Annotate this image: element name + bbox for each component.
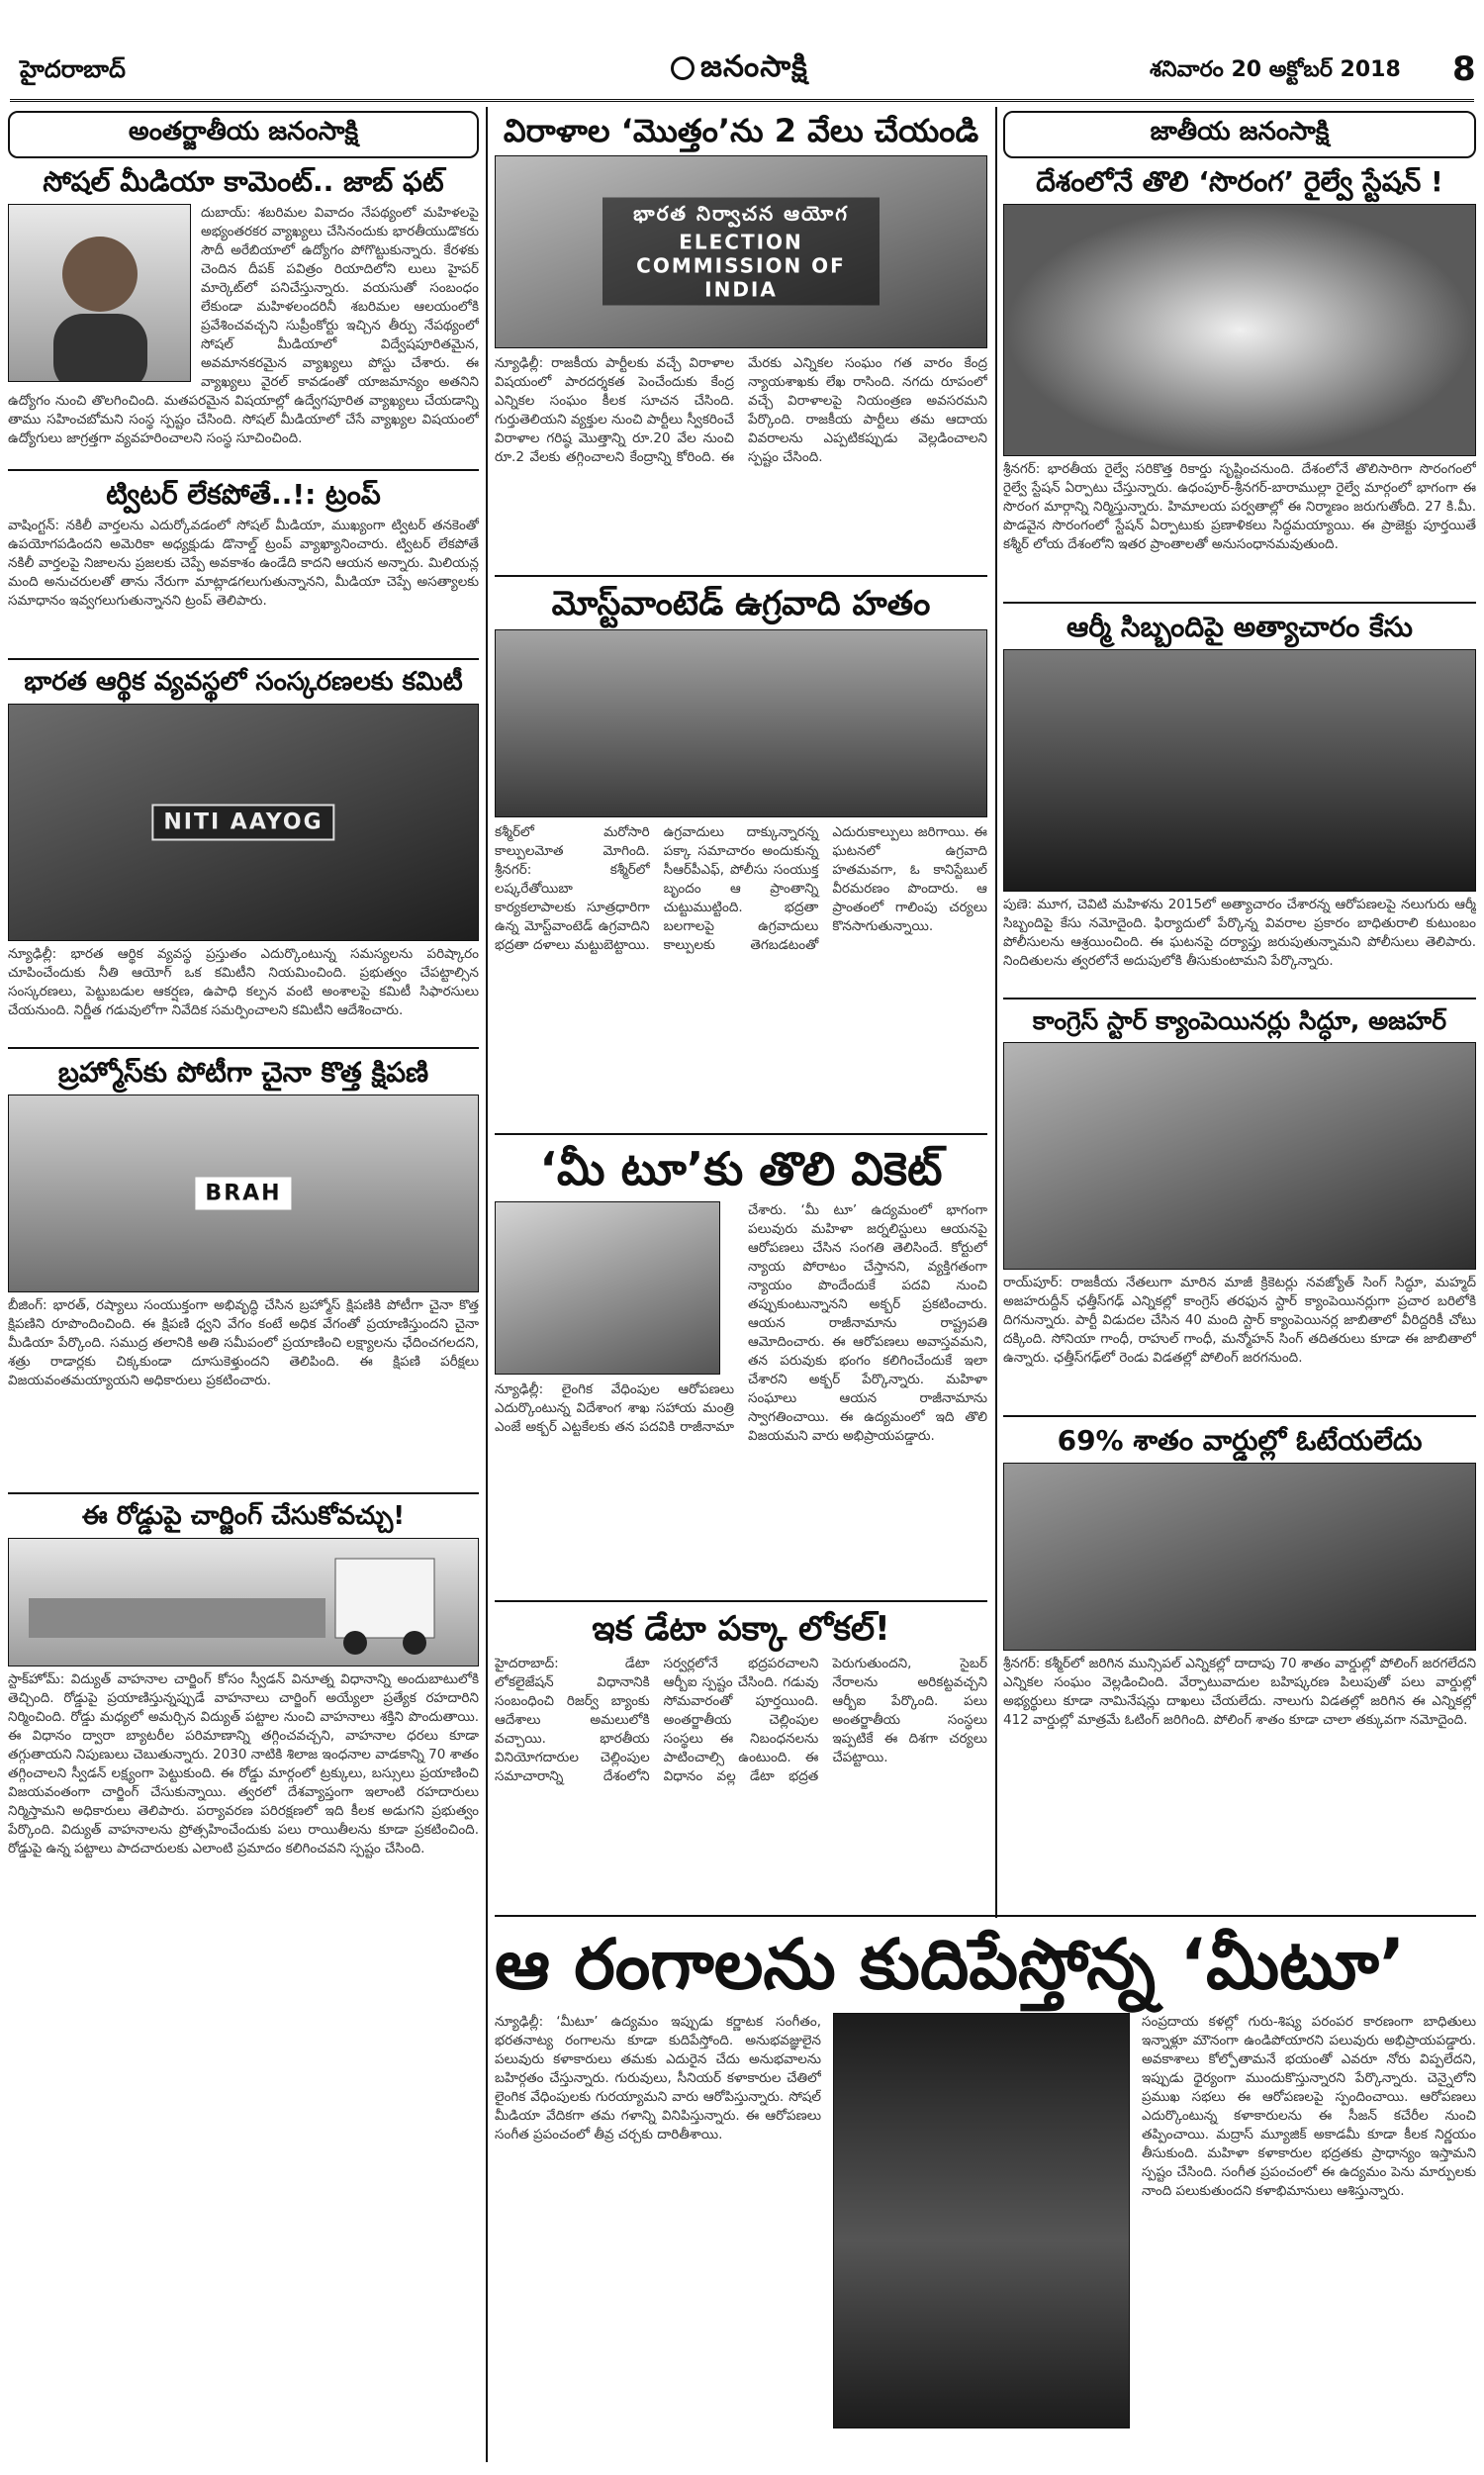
article-text: శ్రీనగర్‌: భారతీయ రైల్వే సరికొత్త రికార్డు సృష్టించనుంది. దేశంలోనే తొలిసారిగా సొరంగంలో రైల్వే స్టేషన్‌ ఏర్పాటు చేస్తున్నారు. ఉధంపూర్‌-శ్రీనగర్‌-బారాముల్లా రైల్వే మార్గంలో భాగంగా ఈ సొరంగ మార్గాన్ని నిర్మిస్తున్నారు. హిమాలయ పర్వతాల్లో ఈ నిర్మాణం జరుగుతోంది. 27 కి.మీ. పొడవైన సొరంగంలో స్టేషన్‌ ఏర్పాటుకు ప్రణాళికలు సిద్ధమయ్యాయి. ఈ ప్రాజెక్టు పూర్తయితే కశ్మీర్‌ లోయ దేశంలోని ఇతర ప్రాంతాలతో అనుసంధానమవుతుంది. xyxy=(1003,461,1476,553)
divider xyxy=(495,1915,1476,1917)
headline: 69% శాతం వార్డుల్లో ఓటేయలేదు xyxy=(1057,1424,1423,1458)
divider xyxy=(8,1492,479,1494)
sidhu-azhar-photo xyxy=(1003,1042,1476,1270)
headline: భారత ఆర్థిక వ్యవస్థలో సంస్కరణలకు కమిటీ xyxy=(24,667,463,698)
national-column xyxy=(1003,107,1476,1808)
issue-date: శనివారం 20 అక్టోబర్ 2018 xyxy=(1150,57,1401,82)
bottom-story-body xyxy=(495,2013,1476,2428)
article-text: న్యూఢిల్లీ: రాజకీయ పార్టీలకు వచ్చే విరాళాల విషయంలో పారదర్శకత పెంచేందుకు కేంద్ర ఎన్నికల సంఘం కీలక సూచన చేసింది. గుర్తుతెలియని వ్యక్తుల నుంచి పార్టీలు స్వీకరించే విరాళాల గరిష్ఠ మొత్తాన్ని రూ.20 వేల నుంచి రూ.2 వేలకు తగ్గించాలని కేంద్రాన్ని కోరింది. ఈ మేరకు ఎన్నికల సంఘం గత వారం కేంద్ర న్యాయశాఖకు లేఖ రాసింది. నగదు రూపంలో వచ్చే విరాళాలపై నియంత్రణ అవసరమని పేర్కొంది. రాజకీయ పార్టీలు తమ ఆదాయ వివరాలను ఎప్పటికప్పుడు వెల్లడించాలని స్పష్టం చేసింది. xyxy=(495,354,987,465)
column-divider xyxy=(995,107,997,1918)
section-band: జాతీయ జనంసాక్షి xyxy=(1003,111,1476,158)
mj-akbar-photo xyxy=(495,1201,720,1375)
headline: సోషల్ మీడియా కామెంట్.. జాబ్ ఫట్ xyxy=(43,165,444,198)
divider xyxy=(8,469,479,471)
missile-photo xyxy=(8,1095,479,1292)
center-column xyxy=(495,107,987,1828)
article-text: న్యూఢిల్లీ: భారత ఆర్థిక వ్యవస్థ ప్రస్తుతం ఎదుర్కొంటున్న సమస్యలను పరిష్కారం చూపించేందుకు నీతి ఆయోగ్‌ ఒక కమిటీని నియమించింది. ప్రభుత్వం చేపట్టాల్సిన సంస్కరణలు, పెట్టుబడుల ఆకర్షణ, ఉపాధి కల్పన వంటి అంశాలపై కమిటీ సిఫారసులు చేయనుంది. నిర్ణీత గడువులోగా నివేదిక సమర్పించాలని కమిటీని ఆదేశించారు. xyxy=(8,946,479,1019)
headline: దేశంలోనే తొలి ‘సొరంగ’ రైల్వే స్టేషన్ ! xyxy=(1036,165,1443,198)
headline: ఇక డేటా పక్కా లోకల్! xyxy=(592,1608,890,1649)
headline: ఆర్మీ సిబ్బందిపై అత్యాచారం కేసు xyxy=(1067,611,1413,644)
article-text: కశ్మీర్‌లో మరోసారి కాల్పులమోత మోగింది. శ్రీనగర్‌: కశ్మీర్‌లో లష్కరేతోయిబా కార్యకలాపాలకు సూత్రధారిగా ఉన్న మోస్ట్‌వాంటెడ్‌ ఉగ్రవాదిని భద్రతా దళాలు మట్టుబెట్టాయి. ఉగ్రవాదులు దాక్కున్నారన్న పక్కా సమాచారం అందుకున్న సీఆర్‌పీఎఫ్‌, పోలీసు సంయుక్త బృందం ఆ ప్రాంతాన్ని చుట్టుముట్టింది. భద్రతా బలగాలపై ఉగ్రవాదులు కాల్పులకు తెగబడటంతో ఎదురుకాల్పులు జరిగాయి. ఈ ఘటనలో ఉగ్రవాది హతమవగా, ఓ కానిస్టేబుల్‌ వీరమరణం పొందారు. ఆ ప్రాంతంలో గాలింపు చర్యలు కొనసాగుతున్నాయి. xyxy=(495,823,987,953)
masthead-logo-icon xyxy=(671,56,695,80)
divider xyxy=(495,1600,987,1602)
article-text: న్యూఢిల్లీ: ‘మీటూ’ ఉద్యమం ఇప్పుడు కర్ణాటక సంగీతం, భరతనాట్య రంగాలను కూడా కుదిపేస్తోంది. అనుభవజ్ఞులైన పలువురు కళాకారులు తమకు ఎదురైన చేదు అనుభవాలను బహిర్గతం చేస్తున్నారు. గురువులు, సీనియర్‌ కళాకారుల చేతిలో లైంగిక వేధింపులకు గురయ్యామని వారు ఆరోపిస్తున్నారు. సోషల్‌ మీడియా వేదికగా తమ గళాన్ని వినిపిస్తున్నారు. ఈ ఆరోపణలు సంగీత ప్రపంచంలో తీవ్ర చర్చకు దారితీశాయి. xyxy=(495,2013,821,2142)
edition-city: హైదరాబాద్ xyxy=(20,55,126,83)
article-body xyxy=(8,204,479,461)
photo-sign: భారత నిర్వాచన ఆయోగ ELECTION COMMISSION OF INDIA xyxy=(603,198,880,306)
photo-sign: BRAH xyxy=(195,1178,291,1210)
divider xyxy=(8,1047,479,1049)
photo-sign: NITI AAYOG xyxy=(151,805,334,841)
headline: మోస్ట్‌వాంటెడ్ ఉగ్రవాది హతం xyxy=(551,583,931,623)
article-text: స్టాక్‌హోమ్‌: విద్యుత్‌ వాహనాల చార్జింగ్‌ కోసం స్వీడన్‌ వినూత్న విధానాన్ని అందుబాటులోకి తెచ్చింది. రోడ్డుపై ప్రయాణిస్తున్నప్పుడే వాహనాలు చార్జింగ్‌ అయ్యేలా ప్రత్యేక రహదారిని నిర్మించింది. రోడ్డు మధ్యలో అమర్చిన విద్యుత్‌ పట్టాల నుంచి వాహనాలు శక్తిని పొందుతాయి. ఈ విధానం ద్వారా బ్యాటరీల పరిమాణాన్ని తగ్గించవచ్చని, వాహనాల ధరలు కూడా తగ్గుతాయని నిపుణులు చెబుతున్నారు. 2030 నాటికి శిలాజ ఇంధనాల వాడకాన్ని 70 శాతం తగ్గించాలని స్వీడన్‌ లక్ష్యంగా పెట్టుకుంది. ఈ రోడ్డు మార్గంలో ట్రక్కులు, బస్సులు ప్రయాణించి విజయవంతంగా చార్జింగ్‌ చేసుకున్నాయి. త్వరలో దేశవ్యాప్తంగా ఇలాంటి రహదారులు నిర్మిస్తామని అధికారులు తెలిపారు. పర్యావరణ పరిరక్షణలో ఇది కీలక అడుగని ప్రభుత్వం పేర్కొంది. విద్యుత్‌ వాహనాలను ప్రోత్సహించేందుకు పలు రాయితీలను కూడా ప్రకటించింది. రోడ్డుపై ఉన్న పట్టాలు పాదచారులకు ఎలాంటి ప్రమాదం కలిగించవని స్పష్టం చేసింది. xyxy=(8,1671,479,1857)
niti-aayog-photo xyxy=(8,704,479,941)
page-header xyxy=(10,0,1474,104)
divider xyxy=(1003,1415,1476,1417)
headline: బ్రహ్మోస్‌కు పోటీగా చైనా కొత్త క్షిపణి xyxy=(57,1056,429,1090)
tunnel-photo xyxy=(1003,204,1476,456)
portrait-photo xyxy=(8,204,191,382)
masthead-title: జనంసాక్షి xyxy=(700,49,808,84)
section-band: అంతర్జాతీయ జనంసాక్షి xyxy=(8,111,479,158)
masthead xyxy=(671,49,808,91)
headline: కాంగ్రెస్ స్టార్ క్యాంపెయినర్లు సిద్ధూ, అజహర్ xyxy=(1032,1006,1447,1036)
international-column xyxy=(8,107,479,2160)
article-text: దుబాయ్‌: శబరిమల వివాదం నేపథ్యంలో మహిళలపై అభ్యంతరకర వ్యాఖ్యలు చేసినందుకు భారతీయుడొకరు సౌదీ అరేబియాలో ఉద్యోగం పోగొట్టుకున్నారు. కేరళకు చెందిన దీపక్‌ పవిత్రం రియాదిలోని లులు హైపర్‌ మార్కెట్‌లో పనిచేస్తున్నారు. వయసుతో సంబంధం లేకుండా మహిళలందరినీ శబరిమల ఆలయంలోకి ప్రవేశించవచ్చని సుప్రీంకోర్టు ఇచ్చిన తీర్పు నేపథ్యంలో సోషల్‌ మీడియాలో విద్వేషపూరితమైన, అవమానకరమైన వ్యాఖ్యలు పోస్టు చేశారు. ఈ వ్యాఖ్యలు వైరల్‌ కావడంతో యాజమాన్యం అతనిని ఉద్యోగం నుంచి తొలగించింది. మతపరమైన విషయాల్లో ఉద్వేగపూరిత వ్యాఖ్యలు చేయడాన్ని తాము సహించబోమని సంస్థ స్పష్టం చేసింది. సోషల్‌ మీడియాలో చేసే వ్యాఖ్యల విషయంలో ఉద్యోగులు జాగ్రత్తగా వ్యవహరించాలని సంస్థ సూచించింది. xyxy=(8,205,479,447)
dancer-photo xyxy=(833,2013,1130,2428)
bottom-story xyxy=(495,1915,1476,2428)
divider xyxy=(495,1133,987,1135)
article-text: పుణె: మూగ, చెవిటి మహిళను 2015లో అత్యాచారం చేశారన్న ఆరోపణలపై నలుగురు ఆర్మీ సిబ్బందిపై కేసు నమోదైంది. ఫిర్యాదులో పేర్కొన్న వివరాల ప్రకారం బాధితురాలి కుటుంబం పోలీసులను ఆశ్రయించింది. ఈ ఘటనపై దర్యాప్తు జరుపుతున్నామని పోలీసులు తెలిపారు. నిందితులను త్వరలోనే అదుపులోకి తీసుకుంటామని పేర్కొన్నారు. xyxy=(1003,897,1476,970)
electric-road-photo xyxy=(8,1538,479,1666)
article-text: హైదరాబాద్‌: డేటా లోకలైజేషన్‌ విధానానికి సంబంధించి రిజర్వ్‌ బ్యాంకు ఆదేశాలు అమలులోకి వచ్చాయి. భారతీయ వినియోగదారుల చెల్లింపుల సమాచారాన్ని దేశంలోని సర్వర్లలోనే భద్రపరచాలని ఆర్బీఐ స్పష్టం చేసింది. గడువు సోమవారంతో పూర్తయింది. అంతర్జాతీయ చెల్లింపుల సంస్థలు ఈ నిబంధనలను పాటించాల్సి ఉంటుంది. ఈ విధానం వల్ల డేటా భద్రత పెరుగుతుందని, సైబర్‌ నేరాలను అరికట్టవచ్చని ఆర్బీఐ పేర్కొంది. పలు అంతర్జాతీయ సంస్థలు ఇప్పటికే ఈ దిశగా చర్యలు చేపట్టాయి. xyxy=(495,1655,987,1784)
divider xyxy=(1003,998,1476,1000)
headline: ఈ రోడ్డుపై చార్జింగ్ చేసుకోవచ్చు! xyxy=(81,1501,406,1532)
divider xyxy=(495,575,987,577)
headline: ఆ రంగాలను కుదిపేస్తోన్న ‘మీటూ’ xyxy=(495,1924,1406,2005)
article-text: వాషింగ్టన్‌: నకిలీ వార్తలను ఎదుర్కోవడంలో సోషల్‌ మీడియా, ముఖ్యంగా ట్విటర్‌ తనకెంతో ఉపయోగపడిందని అమెరికా అధ్యక్షుడు డొనాల్డ్‌ ట్రంప్‌ వ్యాఖ్యానించారు. ట్విటర్‌ లేకపోతే నకిలీ వార్తలపై నిజాలను ప్రజలకు చెప్పే అవకాశం ఉండేది కాదని ఆయన అన్నారు. మిలియన్ల మంది అనుచరులతో తాను నేరుగా మాట్లాడగలుగుతున్నానని, మీడియా చెప్పే అసత్యాలకు సమాధానం ఇవ్వగలుగుతున్నానని ట్రంప్‌ తెలిపారు. xyxy=(8,518,479,610)
page-number: 8 xyxy=(1452,49,1476,89)
divider xyxy=(8,658,479,660)
truck-photo-icon xyxy=(9,1539,479,1666)
article-text: సంప్రదాయ కళల్లో గురు-శిష్య పరంపర కారణంగా బాధితులు ఇన్నాళ్లూ మౌనంగా ఉండిపోయారని పలువురు అభిప్రాయపడ్డారు. అవకాశాలు కోల్పోతామనే భయంతో ఎవరూ నోరు విప్పలేదని, ఇప్పుడు ధైర్యంగా ముందుకొస్తున్నారని పేర్కొన్నారు. చెన్నైలోని ప్రముఖ సభలు ఈ ఆరోపణలపై స్పందించాయి. ఆరోపణలు ఎదుర్కొంటున్న కళాకారులను ఈ సీజన్‌ కచేరీల నుంచి తప్పించాయి. మద్రాస్‌ మ్యూజిక్‌ అకాడమీ కూడా కీలక నిర్ణయం తీసుకుంది. మహిళా కళాకారుల భద్రతకు ప్రాధాన్యం ఇస్తామని స్పష్టం చేసింది. సంగీత ప్రపంచంలో ఈ ఉద్యమం పెను మార్పులకు నాంది పలుకుతుందని కళాభిమానులు ఆశిస్తున్నారు. xyxy=(1142,2013,1476,2199)
article-text: బీజింగ్‌: భారత్‌, రష్యాలు సంయుక్తంగా అభివృద్ధి చేసిన బ్రహ్మోస్‌ క్షిపణికి పోటీగా చైనా కొత్త క్షిపణిని రూపొందించింది. ఈ క్షిపణి ధ్వని వేగం కంటే అధిక వేగంతో ప్రయాణిస్తుందని చైనా మీడియా పేర్కొంది. సముద్ర తలానికి అతి సమీపంలో ప్రయాణించి లక్ష్యాలను ఛేదించగలదని, శత్రు రాడార్లకు చిక్కకుండా దూసుకెళ్తుందని తెలిపింది. ఈ క్షిపణి పరీక్షలు విజయవంతమయ్యాయని అధికారులు ప్రకటించారు. xyxy=(8,1297,479,1389)
divider xyxy=(1003,602,1476,604)
headline: ‘మీ టూ’కు తొలి వికెట్ xyxy=(539,1141,943,1195)
column-divider xyxy=(486,107,488,2462)
headline: విరాళాల ‘మొత్తం’ను 2 వేలు చేయండి xyxy=(503,112,979,149)
article-text: రాయ్‌పూర్‌: రాజకీయ నేతలుగా మారిన మాజీ క్రికెటర్లు నవజ్యోత్‌ సింగ్‌ సిద్ధూ, మహ్మద్‌ అజహరుద్దీన్‌ ఛత్తీస్‌గఢ్‌ ఎన్నికల్లో కాంగ్రెస్‌ తరఫున స్టార్‌ క్యాంపెయినర్లుగా ప్రచార బరిలోకి దిగనున్నారు. పార్టీ విడుదల చేసిన 40 మంది స్టార్‌ క్యాంపెయినర్ల జాబితాలో వీరిద్దరికీ చోటు దక్కింది. సోనియా గాంధీ, రాహుల్‌ గాంధీ, మన్మోహన్‌ సింగ్‌ తదితరులు కూడా ఈ జాబితాలో ఉన్నారు. ఛత్తీస్‌గఢ్‌లో రెండు విడతల్లో పోలింగ్‌ జరగనుంది. xyxy=(1003,1275,1476,1367)
headline: ట్విటర్ లేకపోతే..!: ట్రంప్ xyxy=(106,478,381,512)
article-text: శ్రీనగర్‌: కశ్మీర్‌లో జరిగిన మున్సిపల్‌ ఎన్నికల్లో దాదాపు 70 శాతం వార్డుల్లో పోలింగ్‌ జరగలేదని ఎన్నికల సంఘం వెల్లడించింది. వేర్పాటువాదుల బహిష్కరణ పిలుపుతో పలు వార్డుల్లో అభ్యర్థులు కూడా నామినేషన్లు దాఖలు చేయలేదు. నాలుగు విడతల్లో జరిగిన ఈ ఎన్నికల్లో 412 వార్డుల్లో మాత్రమే ఓటింగ్‌ జరిగింది. పోలింగ్‌ శాతం కూడా చాలా తక్కువగా నమోదైంది. xyxy=(1003,1656,1476,1729)
election-commission-photo xyxy=(495,155,987,348)
person-photo-icon xyxy=(9,205,191,382)
inked-finger-photo xyxy=(1003,1463,1476,1651)
article-text: న్యూఢిల్లీ: లైంగిక వేధింపుల ఆరోపణలు ఎదుర్కొంటున్న విదేశాంగ శాఖ సహాయ మంత్రి ఎంజే అక్బర్‌ ఎట్టకేలకు తన పదవికి రాజీనామా చేశారు. ‘మీ టూ’ ఉద్యమంలో భాగంగా పలువురు మహిళా జర్నలిస్టులు ఆయనపై ఆరోపణలు చేసిన సంగతి తెలిసిందే. కోర్టులో న్యాయ పోరాటం చేస్తానని, వ్యక్తిగతంగా న్యాయం పొందేందుకే పదవి నుంచి తప్పుకుంటున్నానని అక్బర్‌ ప్రకటించారు. ఆయన రాజీనామాను రాష్ట్రపతి ఆమోదించారు. ఈ ఆరోపణలు అవాస్తవమని, తన పరువుకు భంగం కలిగించేందుకే ఇలా చేశారని అక్బర్‌ పేర్కొన్నారు. మహిళా సంఘాలు ఆయన రాజీనామాను స్వాగతించాయి. ఈ ఉద్యమంలో ఇది తొలి విజయమని వారు అభిప్రాయపడ్డారు. xyxy=(495,1201,987,1444)
security-forces-photo xyxy=(495,629,987,817)
victim-photo xyxy=(1003,649,1476,892)
header-rule xyxy=(10,99,1474,102)
article-body xyxy=(495,1201,987,1592)
